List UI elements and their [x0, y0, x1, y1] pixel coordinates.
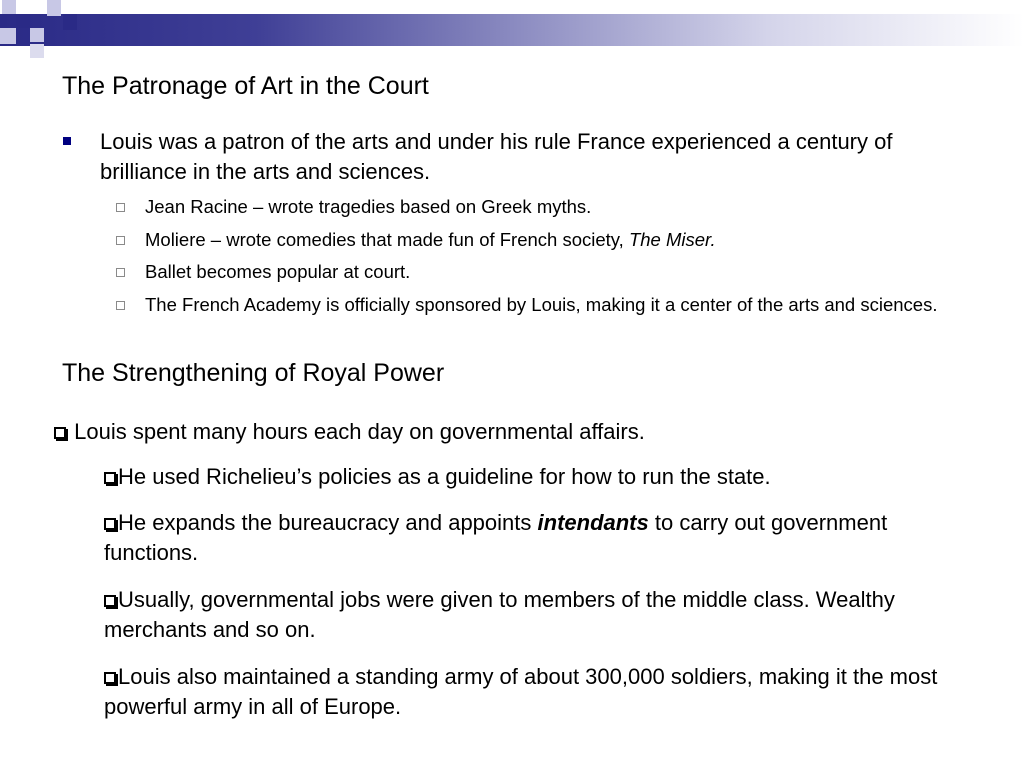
- richelieu-text: He used Richelieu’s policies as a guideline for how to run the state.: [118, 464, 771, 489]
- moliere-title: The Miser.: [628, 229, 716, 250]
- square-bullet-icon: [63, 137, 71, 145]
- section1-bullet: Louis was a patron of the arts and under his rule France experienced a century of brilliance in the arts and sciences.: [100, 129, 893, 184]
- checkbox-bullet-icon: [104, 672, 116, 684]
- hollow-square-bullet-icon: [116, 268, 125, 277]
- subbullet-army: [104, 662, 964, 722]
- decor-square-light: [2, 0, 16, 14]
- header-gradient-bar: [0, 14, 1024, 46]
- checkbox-bullet-icon: [104, 518, 116, 530]
- subbullet-bureaucracy: [104, 508, 964, 568]
- bureaucracy-text: He expands the bureaucracy and appoints: [118, 510, 538, 535]
- hollow-square-bullet-icon: [116, 301, 125, 310]
- decor-square-dark: [63, 14, 77, 30]
- checkbox-bullet-icon: [54, 427, 66, 439]
- moliere-text: Moliere – wrote comedies that made fun of French society,: [145, 229, 629, 250]
- section1-title: The Patronage of Art in the Court: [62, 72, 429, 100]
- decor-square-light: [47, 0, 61, 16]
- bureaucracy-text-end: to carry out government functions.: [104, 510, 888, 565]
- subbullet-moliere: [145, 227, 985, 253]
- section2-title: The Strengthening of Royal Power: [62, 359, 445, 387]
- decor-square-light: [30, 28, 44, 42]
- subbullet-richelieu: [104, 462, 964, 492]
- subbullet-ballet: Ballet becomes popular at court.: [145, 261, 411, 282]
- army-text: Louis also maintained a standing army of about 300,000 soldiers, making it the most powerful army in all of Europe.: [104, 664, 938, 719]
- section2-bullet-text: Louis spent many hours each day on governmental affairs.: [74, 419, 645, 444]
- decor-square-light: [30, 44, 44, 58]
- decor-square-light: [0, 28, 16, 44]
- checkbox-bullet-icon: [104, 595, 116, 607]
- section2-bullet: [54, 417, 974, 447]
- decor-square-dark: [16, 14, 30, 28]
- subbullet-academy: The French Academy is officially sponsored by Louis, making it a center of the arts and sciences.: [145, 294, 938, 315]
- intendants-term: intendants: [537, 510, 649, 535]
- subbullet-racine: Jean Racine – wrote tragedies based on Greek myths.: [145, 196, 592, 217]
- hollow-square-bullet-icon: [116, 236, 125, 245]
- checkbox-bullet-icon: [104, 472, 116, 484]
- subbullet-jobs: [104, 585, 964, 645]
- jobs-text: Usually, governmental jobs were given to members of the middle class. Wealthy merchants and so on.: [104, 587, 895, 642]
- hollow-square-bullet-icon: [116, 203, 125, 212]
